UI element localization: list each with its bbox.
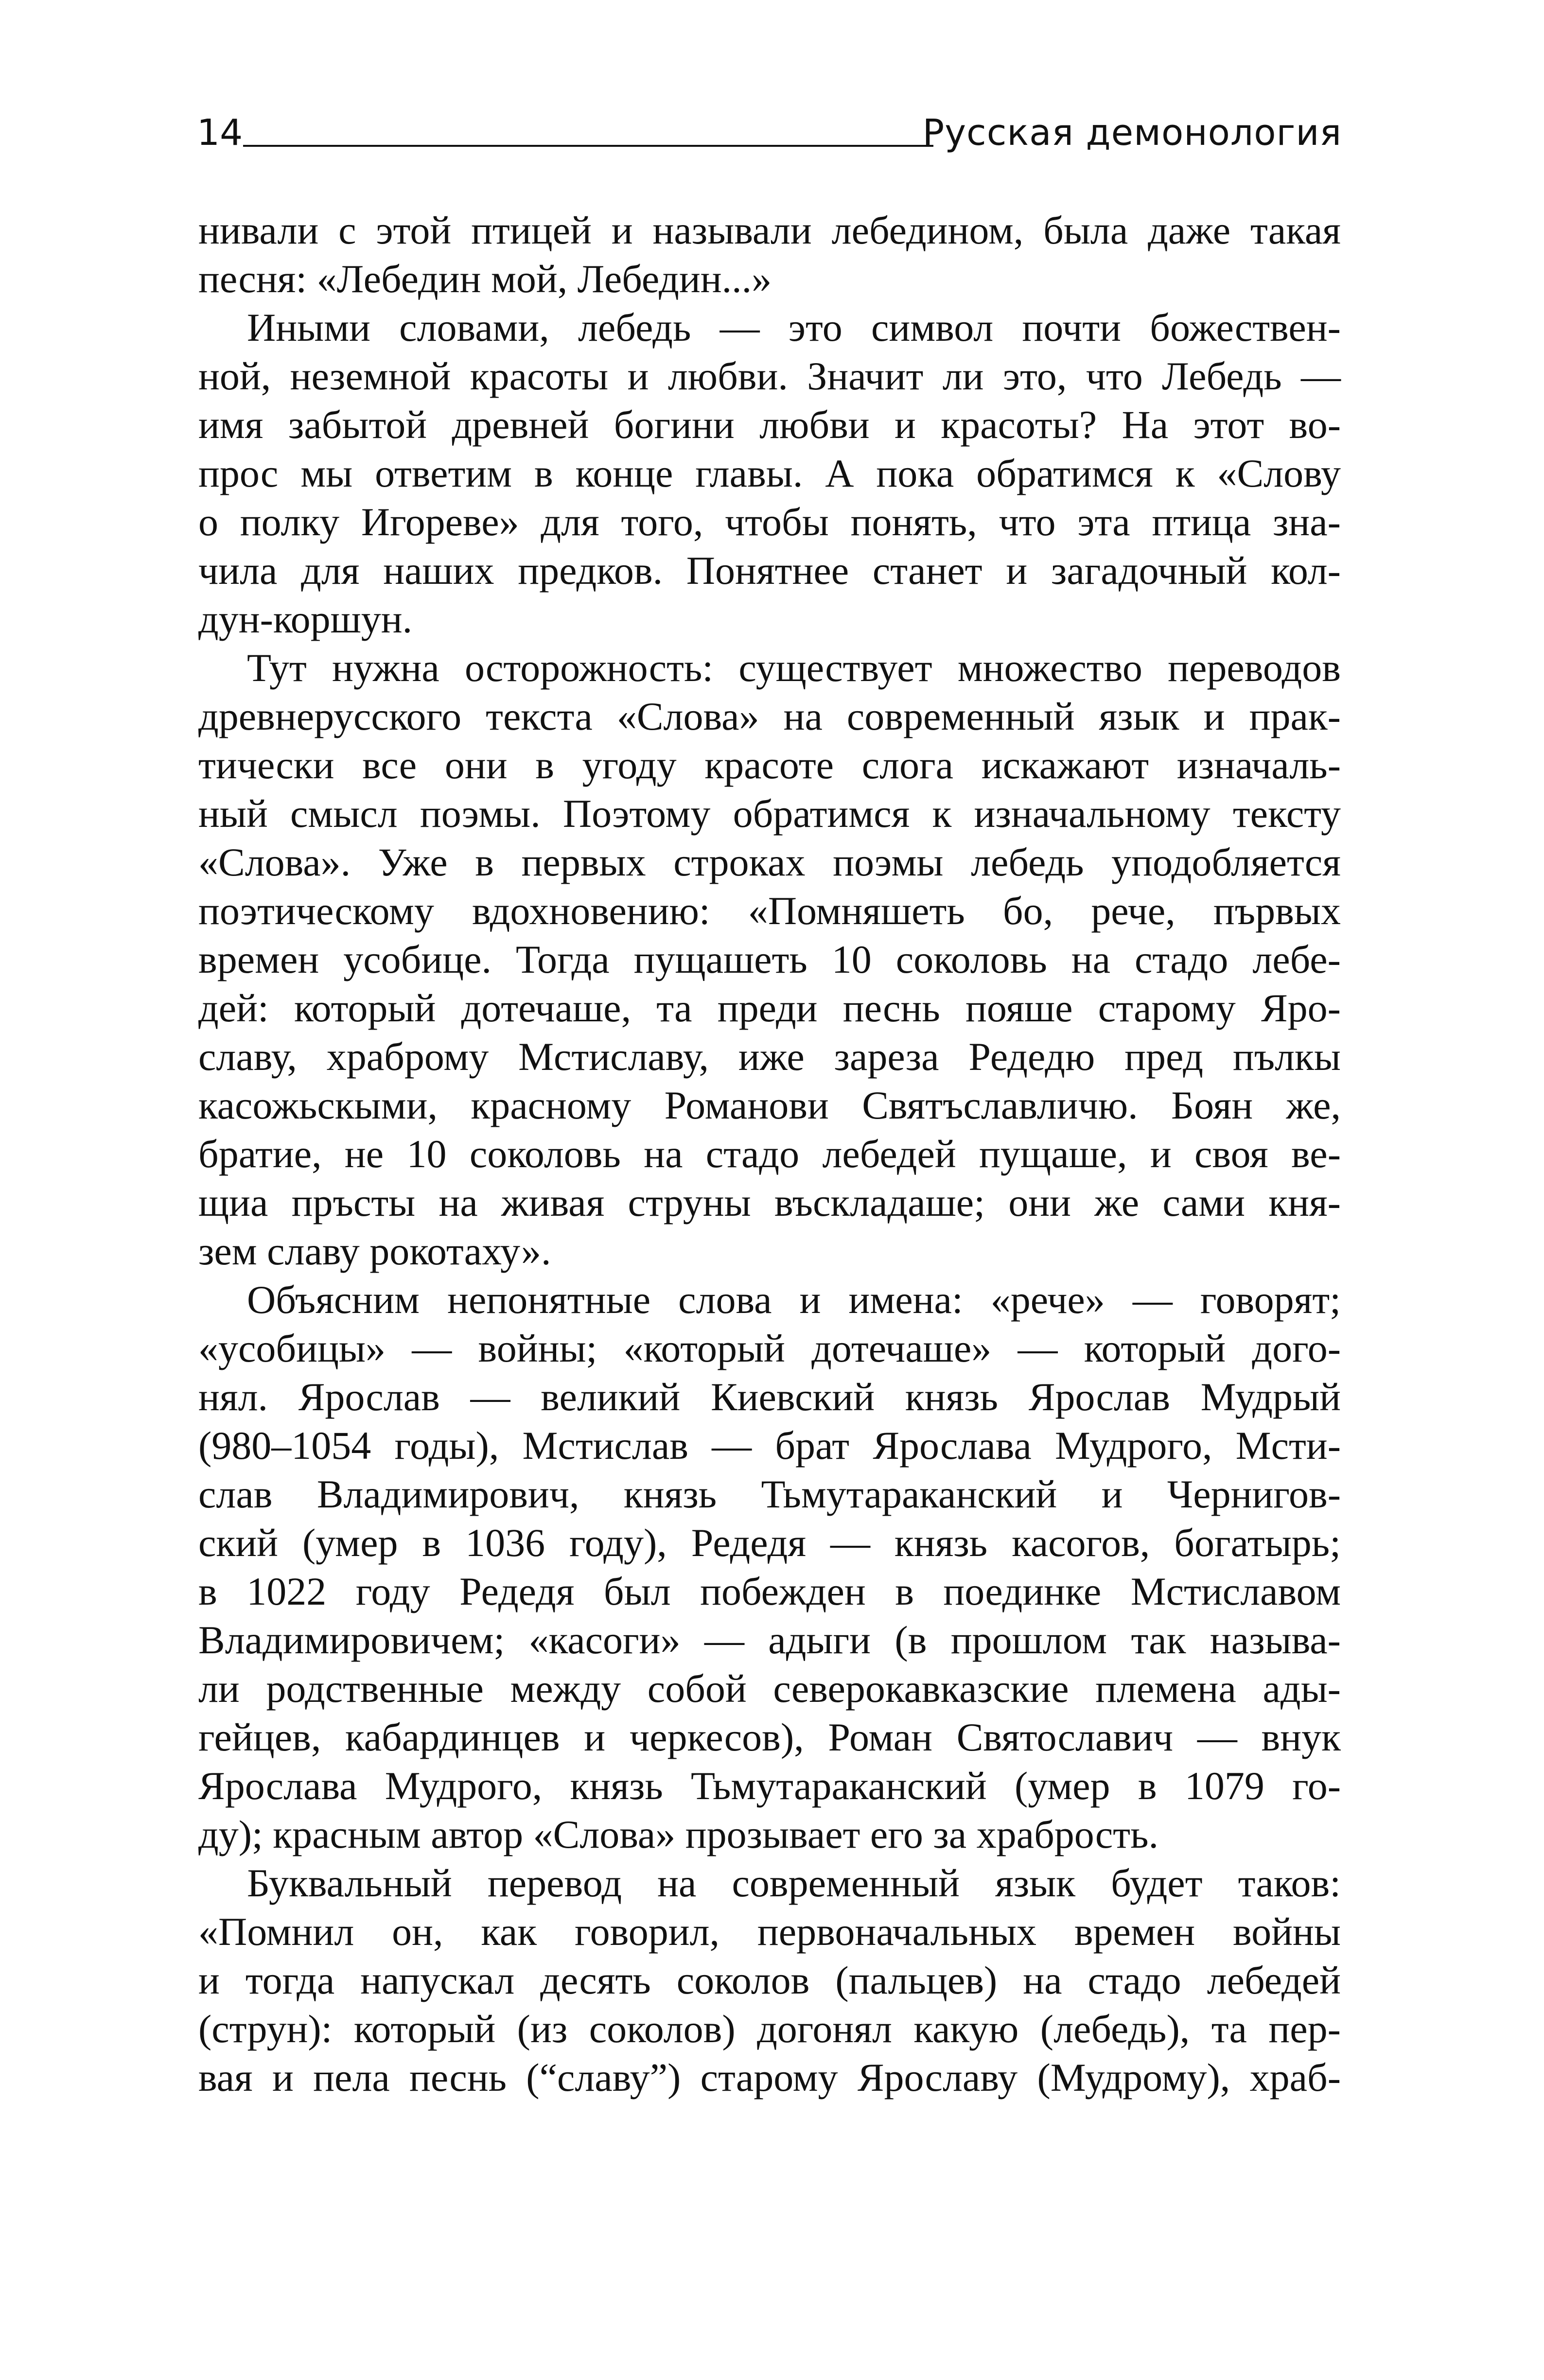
page-number: 14 [197, 112, 243, 154]
text-line: в 1022 году Редедя был побежден в поединке Мстиславом [198, 1569, 1341, 1613]
text-line: и тогда напускал десять соколов (пальцев) на стадо лебедей [198, 1958, 1341, 2002]
text-line: «усобицы» — войны; «который дотечаше» — который дого- [198, 1326, 1341, 1370]
text-line: Ярослава Мудрого, князь Тьмутараканский (умер в 1079 го- [198, 1764, 1341, 1808]
text-line: «Помнил он, как говорил, первоначальных времен войны [198, 1909, 1341, 1954]
text-line: братие, не 10 соколовь на стадо лебедей пущаше, и своя ве- [198, 1132, 1341, 1176]
text-line: поэтическому вдохновению: «Помняшеть бо, рече, първых [198, 889, 1341, 933]
text-line: Буквальный перевод на современный язык будет таков: [247, 1861, 1341, 1905]
text-line: времен усобице. Тогда пущашеть 10 соколовь на стадо лебе- [198, 937, 1341, 981]
paragraph [198, 303, 1341, 644]
text-line: Объясним непонятные слова и имена: «рече» — говорят; [247, 1278, 1341, 1322]
running-head [197, 111, 1342, 155]
text-line: слав Владимирович, князь Тьмутараканский и Чернигов- [198, 1472, 1341, 1516]
text-line: дун-коршун. [198, 597, 413, 641]
text-line: вая и пела песнь (“славу”) старому Ярославу (Мудрому), храб- [198, 2055, 1341, 2100]
text-line: песня: «Лебедин мой, Лебедин...» [198, 257, 772, 301]
text-line: щиа пръсты на живая струны въскладаше; они же сами кня- [198, 1180, 1341, 1225]
text-line: «Слова». Уже в первых строках поэмы лебедь уподобляется [198, 840, 1341, 884]
text-line: славу, храброму Мстиславу, иже зареза Редедю пред пълкы [198, 1034, 1341, 1079]
text-line: Иными словами, лебедь — это символ почти божествен- [247, 305, 1341, 350]
paragraph [198, 1859, 1341, 2102]
text-line: о полку Игореве» для того, чтобы понять, что эта птица зна- [198, 500, 1341, 544]
text-line: тически все они в угоду красоте слога искажают изначаль- [198, 743, 1341, 787]
text-line: ной, неземной красоты и любви. Значит ли это, что Лебедь — [198, 354, 1341, 398]
text-line: ный смысл поэмы. Поэтому обратимся к изначальному тексту [198, 791, 1341, 836]
text-line: (980–1054 годы), Мстислав — брат Ярослава Мудрого, Мсти- [198, 1423, 1341, 1468]
text-line: (струн): который (из соколов) догонял какую (лебедь), та пер- [198, 2007, 1341, 2051]
body-text [198, 206, 1341, 2102]
text-line: ский (умер в 1036 году), Редедя — князь касогов, богатырь; [198, 1521, 1341, 1565]
text-line: ли родственные между собой северокавказские племена ады- [198, 1666, 1341, 1711]
text-line: древнерусского текста «Слова» на современный язык и прак- [198, 694, 1341, 738]
paragraph [198, 644, 1341, 1276]
book-title: Русская демонология [922, 112, 1342, 154]
paragraph [198, 1276, 1341, 1859]
text-line: дей: который дотечаше, та преди песнь пояше старому Яро- [198, 986, 1341, 1030]
text-line: имя забытой древней богини любви и красоты? На этот во- [198, 402, 1341, 447]
text-line: ду); красным автор «Слова» прозывает его за храбрость. [198, 1812, 1158, 1856]
text-line: нивали с этой птицей и называли лебедином, была даже такая [198, 208, 1341, 252]
text-line: зем славу рокотаху». [198, 1229, 551, 1273]
header-rule [243, 145, 933, 147]
text-line: нял. Ярослав — великий Киевский князь Ярослав Мудрый [198, 1375, 1341, 1419]
text-line: Владимировичем; «касоги» — адыги (в прошлом так называ- [198, 1618, 1341, 1662]
text-line: гейцев, кабардинцев и черкесов), Роман Святославич — внук [198, 1715, 1341, 1759]
paragraph [198, 206, 1341, 303]
text-line: Тут нужна осторожность: существует множество переводов [247, 646, 1341, 690]
text-line: касожьскыми, красному Романови Святъславличю. Боян же, [198, 1083, 1341, 1127]
text-line: чила для наших предков. Понятнее станет и загадочный кол- [198, 548, 1341, 593]
text-line: прос мы ответим в конце главы. А пока обратимся к «Слову [198, 451, 1341, 495]
